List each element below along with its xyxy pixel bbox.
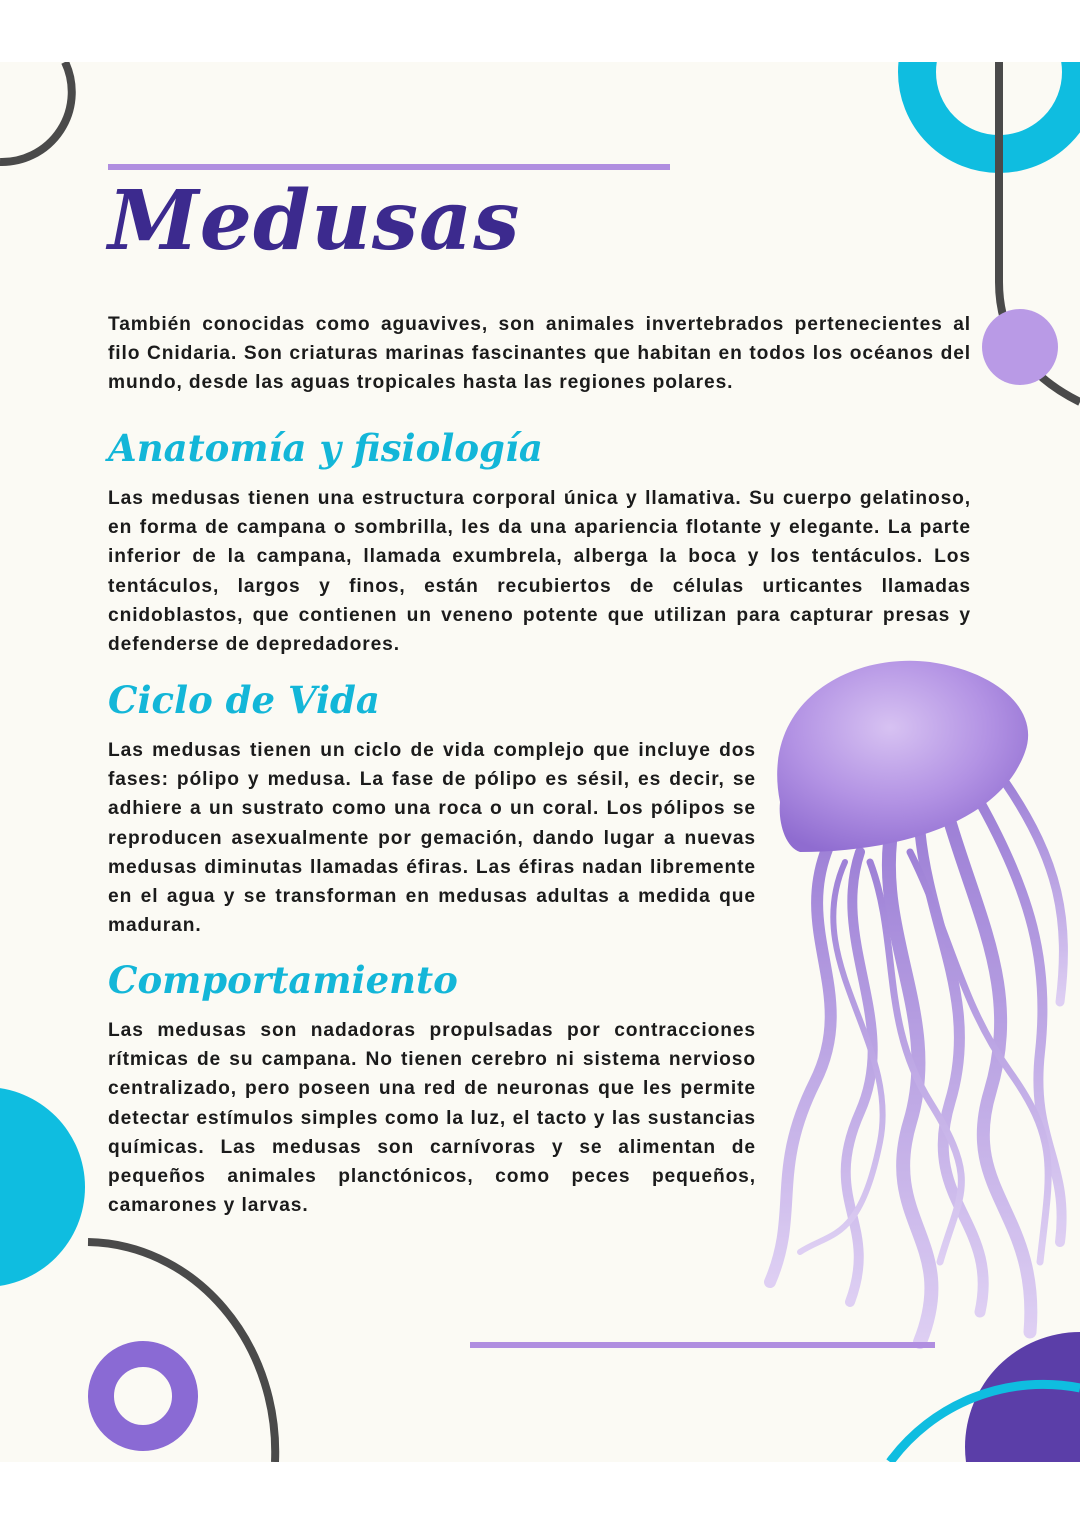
- section-heading-anatomia: Anatomía y fisiología: [108, 426, 543, 470]
- section-body-anatomia: Las medusas tienen una estructura corporal única y llamativa. Su cuerpo gelatinoso, en forma de campana o sombrilla, les da una apariencia flotante y elegante. La parte inferior de la campana, llamada exumbrela, alberga la boca y los tentáculos. Los tentáculos, largos y finos, están recubiertos de células urticantes llamadas cnidoblastos, que contienen un veneno potente que utilizan para capturar presas y defenderse de depredadores.: [108, 488, 971, 656]
- section-heading-ciclo: Ciclo de Vida: [108, 678, 380, 722]
- top-rule: [108, 164, 670, 170]
- section-body-ciclo: Las medusas tienen un ciclo de vida complejo que incluye dos fases: pólipo y medusa. La fase de pólipo es sésil, es decir, se adhiere a un sustrato como una roca o un coral. Los pólipos se reproducen asexualmente por gemación, dando lugar a nuevas medusas diminutas llamadas éfiras. Las éfiras nadan libremente en el agua y se transforman en medusas adultas a medida que maduran.: [108, 740, 756, 937]
- section-heading-comportamiento: Comportamiento: [108, 958, 458, 1002]
- bottom-rule: [470, 1342, 935, 1348]
- jellyfish-illustration: [770, 661, 1063, 1342]
- bottom-left-cyan-disc: [0, 1087, 85, 1287]
- section-body-comportamiento: Las medusas son nadadoras propulsadas por contracciones rítmicas de su campana. No tienen cerebro ni sistema nervioso centralizado, pero poseen una red de neuronas que les permite detectar estímulos simples como la luz, el tacto y las sustancias químicas. Las medusas son carnívoras y se alimentan de pequeños animales planctónicos, como peces pequeños, camarones y larvas.: [108, 1020, 756, 1217]
- top-left-arc: [0, 62, 72, 162]
- document-page: [0, 62, 1080, 1462]
- bottom-left-purple-ring: [101, 1354, 185, 1438]
- lilac-dot: [982, 309, 1058, 385]
- intro-paragraph: También conocidas como aguavives, son animales invertebrados pertenecientes al filo Cnidaria. Son criaturas marinas fascinantes que habitan en todos los océanos del mundo, desde las aguas tropicales hasta las regiones polares.: [108, 314, 971, 394]
- page-title: Medusas: [108, 173, 521, 269]
